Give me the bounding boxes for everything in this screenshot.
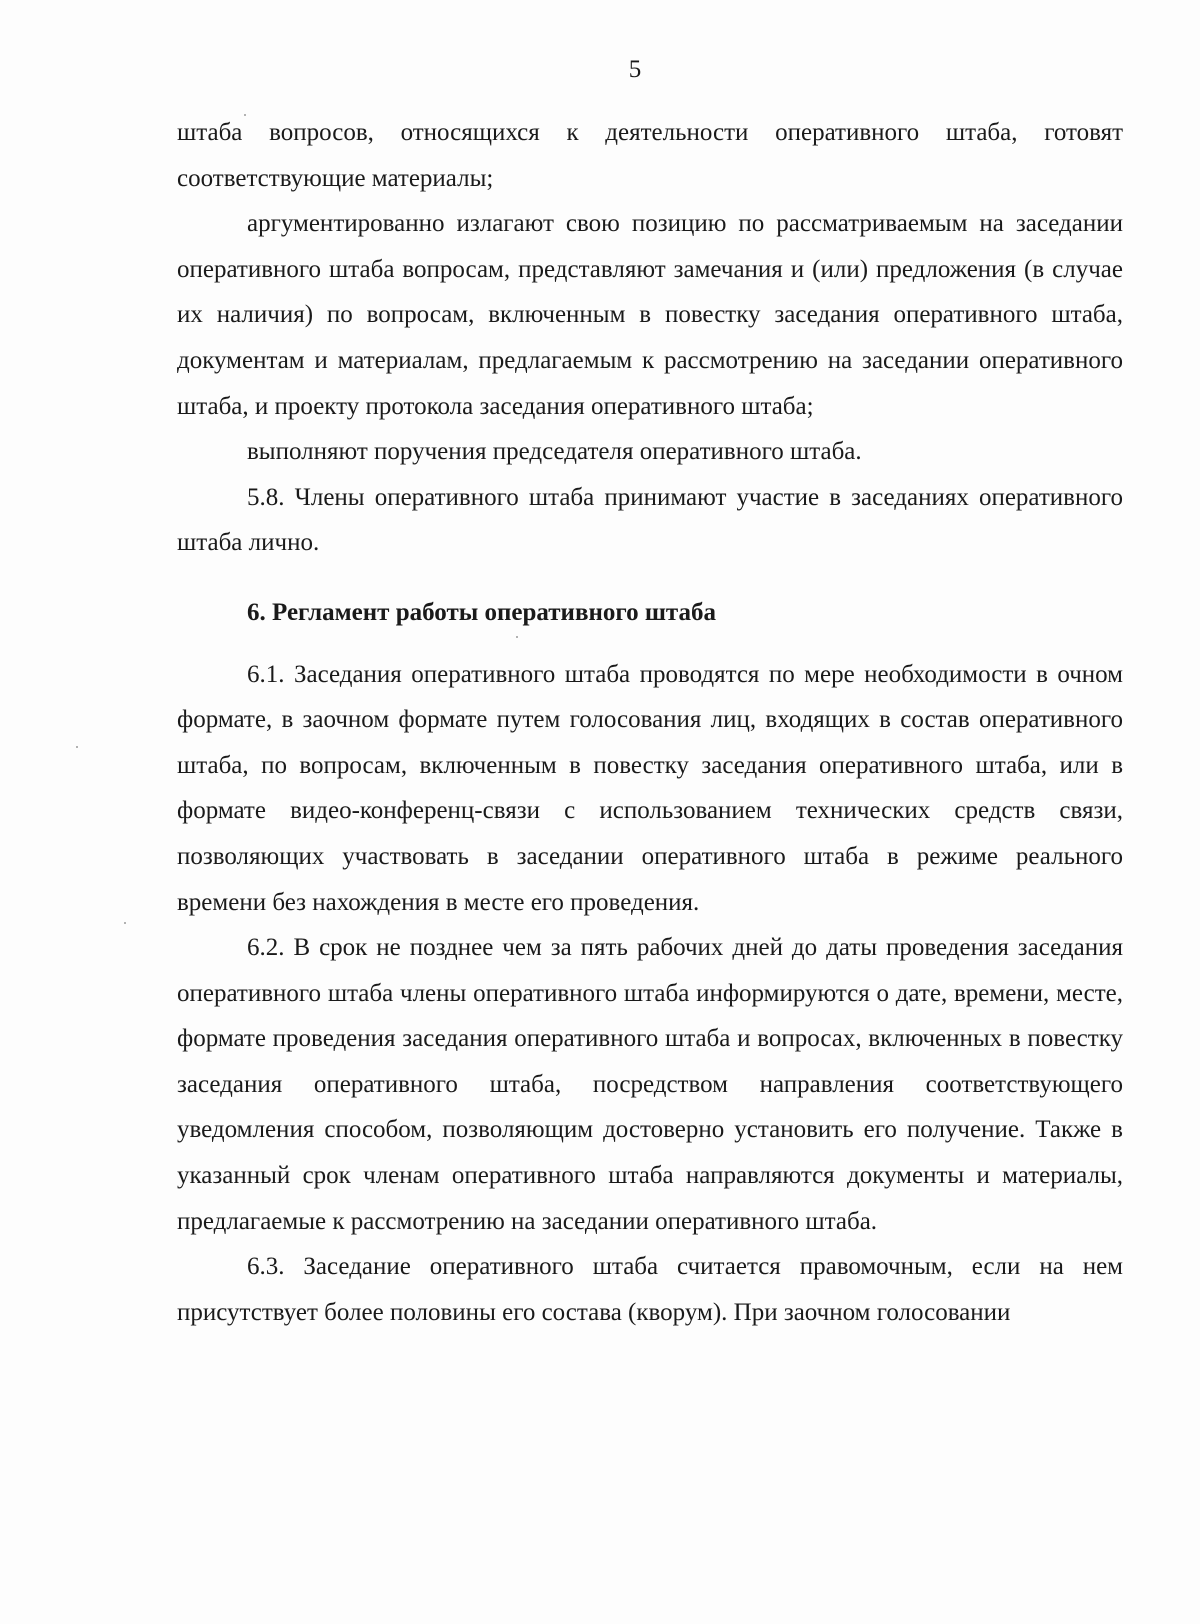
- scan-speck: [516, 636, 518, 638]
- scan-speck: [124, 922, 126, 924]
- scan-speck: [244, 114, 246, 116]
- document-body: [177, 110, 1123, 1335]
- paragraph-argumentation: аргументированно излагают свою позицию по рассматриваемым на заседании оперативного штаба вопросам, представляют замечания и (или) предложения (в случае их наличия) по вопросам, включенным в повестку заседания оперативного штаба, документам и материалам, предлагаемым к рассмотрению на заседании оперативного штаба, и проекту протокола заседания оперативного штаба;: [177, 210, 1123, 420]
- section-heading: 6. Регламент работы оперативного штаба: [247, 598, 717, 626]
- paragraph-6-3: 6.3. Заседание оперативного штаба считается правомочным, если на нем присутствует более половины его состава (кворум). При заочном голосовании: [177, 1253, 1123, 1326]
- page-number: 5: [628, 56, 642, 83]
- paragraph-6-2: 6.2. В срок не позднее чем за пять рабочих дней до даты проведения заседания оперативного штаба члены оперативного штаба информируются о дате, времени, месте, формате проведения заседания оперативного штаба и вопросах, включенных в повестку заседания оперативного штаба, посредством направления соответствующего уведомления способом, позволяющим достоверно установить его получение. Также в указанный срок членам оперативного штаба направляются документы и материалы, предлагаемые к рассмотрению на заседании оперативного штаба.: [177, 934, 1123, 1235]
- paragraph-instructions: выполняют поручения председателя оперативного штаба.: [247, 438, 862, 466]
- paragraph-5-8: 5.8. Члены оперативного штаба принимают участие в заседаниях оперативного штаба лично.: [177, 483, 1123, 557]
- paragraph-6-1: 6.1. Заседания оперативного штаба проводятся по мере необходимости в очном формате, в заочном формате путем голосования лиц, входящих в состав оперативного штаба, по вопросам, включенным в повестку заседания оперативного штаба, или в формате видео-конференц-связи с использованием технических средств связи, позволяющих участвовать в заседании оперативного штаба в режиме реального времени без нахождения в месте его проведения.: [177, 660, 1123, 916]
- scan-speck: [76, 746, 78, 748]
- paragraph-continuation: штаба вопросов, относящихся к деятельности оперативного штаба, готовят соответствующие материалы;: [177, 119, 1123, 192]
